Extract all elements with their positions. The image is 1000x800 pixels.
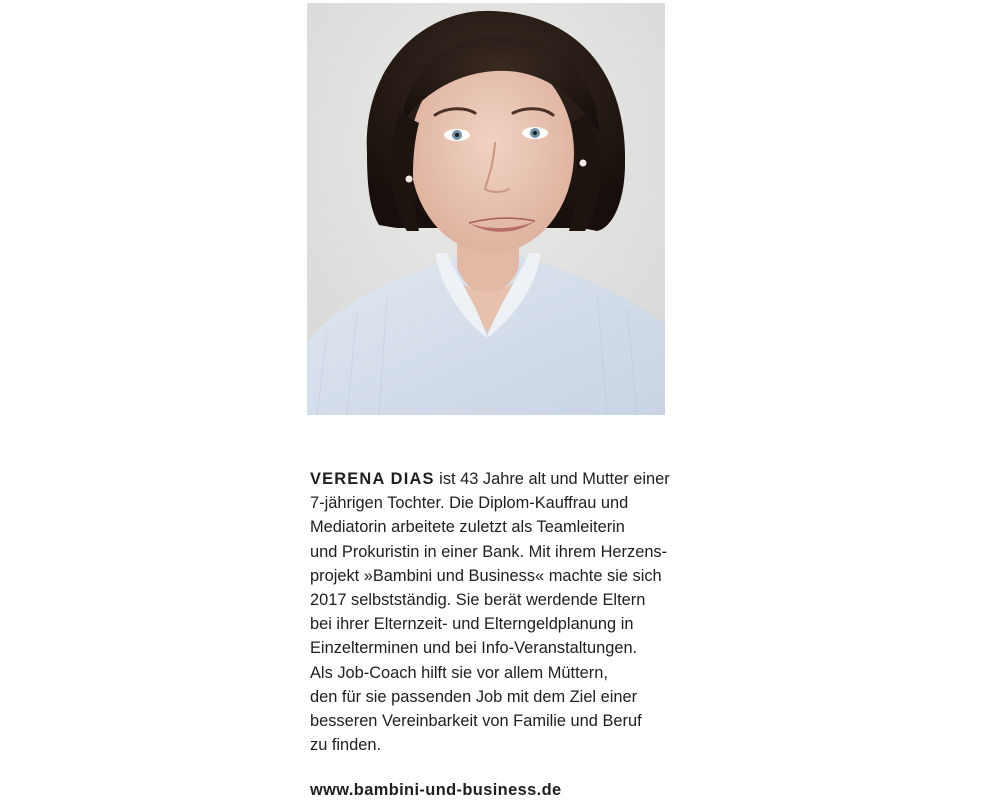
bio-line: besseren Vereinbarkeit von Familie und Beruf (310, 712, 642, 731)
bio-line: 2017 selbstständig. Sie berät werdende Eltern (310, 591, 646, 610)
bio-line: zu finden. (310, 736, 382, 755)
bio-line: Als Job-Coach hilft sie vor allem Müttern, (310, 663, 608, 682)
bio-line: Einzelterminen und bei Info-Veranstaltungen. (310, 639, 638, 658)
bio-text (310, 467, 730, 757)
bio-line: den für sie passenden Job mit dem Ziel einer (310, 687, 638, 706)
portrait-illustration (307, 3, 665, 415)
bio-line: projekt »Bambini und Business« machte sie sich (310, 566, 662, 585)
bio-line-1-rest: ist 43 Jahre alt und Mutter einer (434, 470, 670, 488)
bio-line: bei ihrer Elternzeit- und Elterngeldplanung in (310, 615, 634, 634)
bio-line: Mediatorin arbeitete zuletzt als Teamleiterin (310, 518, 625, 537)
portrait-photo (307, 3, 665, 415)
person-name: VERENA DIAS (310, 470, 435, 488)
bio-line-1 (310, 467, 730, 491)
website-link[interactable]: www.bambini-und-business.de (310, 781, 562, 799)
bio-line: und Prokuristin in einer Bank. Mit ihrem Herzens- (310, 542, 668, 561)
bio-line: 7-jährigen Tochter. Die Diplom-Kauffrau und (310, 494, 629, 513)
